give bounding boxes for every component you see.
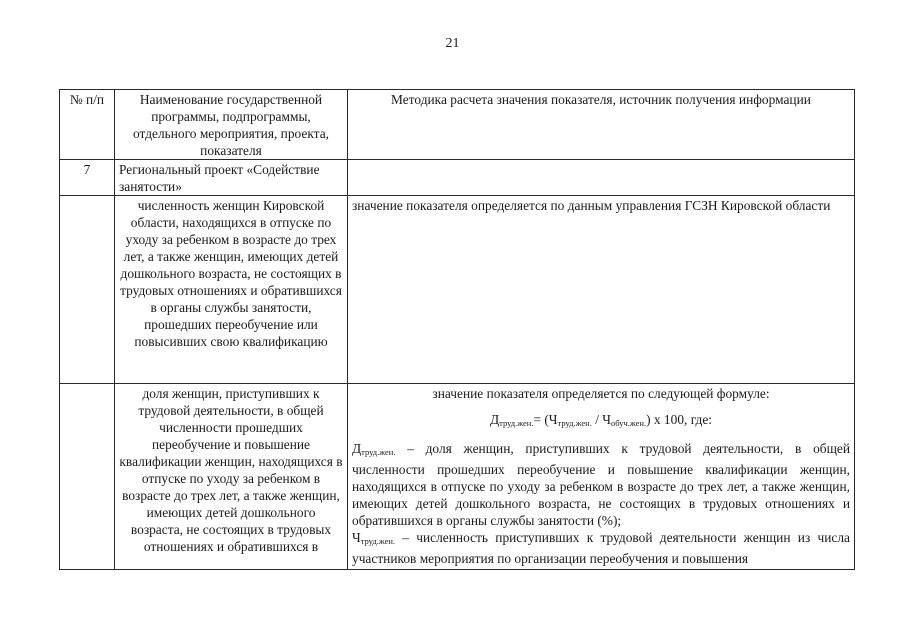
definition [352, 529, 850, 567]
formula [352, 411, 850, 432]
definition-sub: труд.жен. [360, 536, 396, 546]
row-name: численность женщин Кировской области, находящихся в отпуске по уходу за ребенком в возрасте до трех лет, а также женщин, имеющих детей дошкольного возраста, не состоящих в трудовых отношениях и обратившихся в органы службы занятости, прошедших переобучение или повысивших свою квалификацию [115, 196, 348, 384]
formula-lhs: Д [489, 412, 500, 427]
row-number: 7 [60, 160, 115, 196]
table-row [60, 196, 855, 384]
row-number [60, 384, 115, 570]
row-method [348, 384, 855, 570]
header-number: № п/п [60, 90, 115, 160]
formula-eq: = (Ч [533, 412, 558, 427]
formula-a-sub: труд.жен. [557, 418, 592, 428]
definition-symbol: Д [352, 441, 362, 456]
page-number: 21 [445, 36, 460, 51]
row-method: значение показателя определяется по данным управления ГСЗН Кировской области [348, 196, 855, 384]
row-method [348, 160, 855, 196]
header-method: Методика расчета значения показателя, источник получения информации [348, 90, 855, 160]
indicator-methodology-table [59, 89, 855, 570]
row-name: доля женщин, приступивших к трудовой деятельности, в общей численности прошедших переобучение и повышение квалификации женщин, находящихся в отпуске по уходу за ребенком в возрасте до трех лет, а также женщин, имеющих детей дошкольного возраста, не состоящих в трудовых отношениях и обратившихся в [115, 384, 348, 570]
table-row [60, 160, 855, 196]
method-intro: значение показателя определяется по следующей формуле: [432, 386, 770, 401]
header-name: Наименование государственной программы, подпрограммы, отдельного мероприятия, проекта, показателя [115, 90, 348, 160]
definition-text: – доля женщин, приступивших к трудовой деятельности, в общей численности прошедших переобучение и повышение квалификации женщин, находящихся в отпуске по уходу за ребенком в возрасте до трех лет, а также женщин, имеющих детей дошкольного возраста, не состоящих в трудовых отношениях и обратившихся в органы службы занятости (%); [352, 441, 850, 528]
definition-text: – численность приступивших к трудовой деятельности женщин из числа участников мероприятия по организации переобучения и повышения [352, 530, 850, 566]
formula-b-sub: обуч.жен. [610, 418, 647, 428]
table-header-row [60, 90, 855, 160]
definition-symbol: Ч [352, 530, 361, 545]
row-number [60, 196, 115, 384]
definition-sub: труд.жен. [361, 447, 396, 457]
formula-tail: ) х 100, где: [646, 412, 713, 427]
row-name: Региональный проект «Содействие занятости» [115, 160, 348, 196]
formula-lhs-sub: труд.жен. [499, 418, 534, 428]
definition [352, 440, 850, 529]
formula-slash: / Ч [591, 412, 611, 427]
table-row [60, 384, 855, 570]
